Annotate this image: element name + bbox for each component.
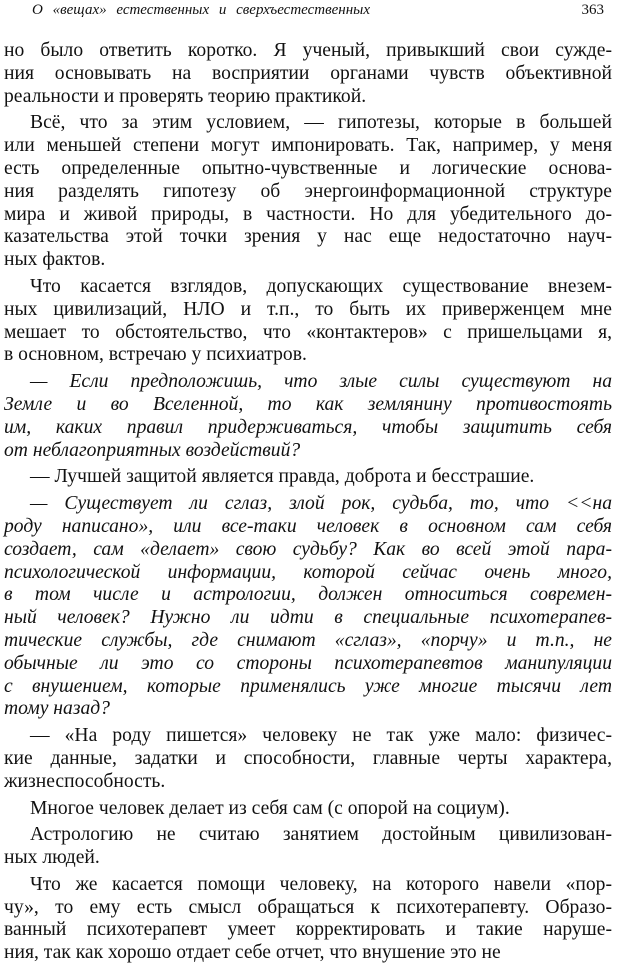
text-line: есть определенные опытно-чувственные и логические основа- — [4, 157, 612, 179]
text-line: Астрологию не считаю занятием достойным цивилизован- — [30, 824, 612, 846]
text-line: реальности и проверять теорию практикой. — [4, 85, 367, 107]
text-line: — Если предположишь, что злые силы существуют на — [30, 371, 612, 393]
text-line: ных людей. — [4, 847, 100, 869]
text-line: Всё, что за этим условием, — гипотезы, которые в большей — [30, 112, 612, 134]
paragraph — [4, 371, 612, 462]
text-line: от неблагоприятных воздействий? — [4, 439, 301, 461]
running-head — [0, 2, 614, 22]
text-line: ный человек? Нужно ли идти в специальные психотерапев- — [4, 607, 612, 629]
body-text — [4, 40, 612, 969]
paragraph — [4, 725, 612, 793]
text-line: Что же касается помощи человеку, на которого навели «пор- — [30, 873, 612, 895]
text-line: мира и живой природы, в частности. Но для убедительного до- — [4, 203, 612, 225]
text-line: Что касается взглядов, допускающих существование внезем- — [30, 275, 612, 297]
paragraph — [4, 874, 612, 965]
text-line: ных фактов. — [4, 249, 106, 271]
text-line: — Лучшей защитой является правда, доброта и бесстрашие. — [30, 466, 535, 488]
text-line: кие данные, задатки и способности, главные черты характера, — [4, 747, 612, 769]
text-line: ния основывать на восприятии органами чувств объективной — [4, 62, 612, 84]
text-line: с внушением, которые применялись уже многие тысячи лет — [4, 675, 612, 697]
text-line: — «На роду пишется» человеку не так уже мало: физичес- — [30, 725, 612, 747]
paragraph — [4, 276, 612, 367]
paragraph — [4, 493, 612, 721]
text-line: ванный психотерапевт умеет корректировать и такие наруше- — [4, 919, 612, 941]
text-line: или меньшей степени могут импонировать. Так, например, у меня — [4, 135, 612, 157]
running-title: О «вещах» естественных и сверхъестественных — [32, 2, 370, 18]
text-line: чу», то ему есть смысл обращаться к психотерапевту. Образо- — [4, 896, 612, 918]
text-line: в том числе и астрологии, должен относиться современ- — [4, 584, 612, 606]
text-line: мешает то обстоятельство, что «контактеров» с пришельцами я, — [4, 321, 612, 343]
paragraph — [4, 40, 612, 108]
paragraph — [4, 112, 612, 272]
text-line: но было ответить коротко. Я ученый, привыкший свои сужде- — [4, 40, 612, 61]
text-line: тому назад? — [4, 698, 110, 720]
text-line: Многое человек делает из себя сам (с опорой на социум). — [30, 797, 510, 819]
paragraph — [4, 798, 612, 821]
text-line: ния, так как хорошо отдает себе отчет, что внушение это не — [4, 942, 501, 964]
text-line: Земле и во Вселенной, то как землянину противостоять — [4, 393, 612, 415]
text-line: психологической информации, которой сейчас очень много, — [4, 561, 612, 583]
paragraph — [4, 824, 612, 870]
text-line: обычные ли это со стороны психотерапевтов манипуляции — [4, 652, 612, 674]
text-line: казательства этой точки зрения у нас еще недостаточно науч- — [4, 226, 612, 248]
text-line: ния разделять гипотезу об энергоинформационной структуре — [4, 180, 612, 202]
paragraph — [4, 466, 612, 489]
text-line: создает, сам «делает» свою судьбу? Как во всей этой пара- — [4, 538, 612, 560]
text-line: тические службы, где снимают «сглаз», «порчу» и т.п., не — [4, 629, 612, 651]
text-line: ных цивилизаций, НЛО и т.п., то быть их приверженцем мне — [4, 298, 612, 320]
text-line: в основном, встречаю у психиатров. — [4, 344, 307, 366]
page-number: 363 — [581, 2, 604, 18]
text-line: — Существует ли сглаз, злой рок, судьба, то, что <<на — [30, 493, 612, 515]
text-line: им, каких правил придерживаться, чтобы защитить себя — [4, 416, 612, 438]
text-line: жизнеспособность. — [4, 770, 166, 792]
text-line: роду написано», или все-таки человек в основном сам себя — [4, 515, 612, 537]
